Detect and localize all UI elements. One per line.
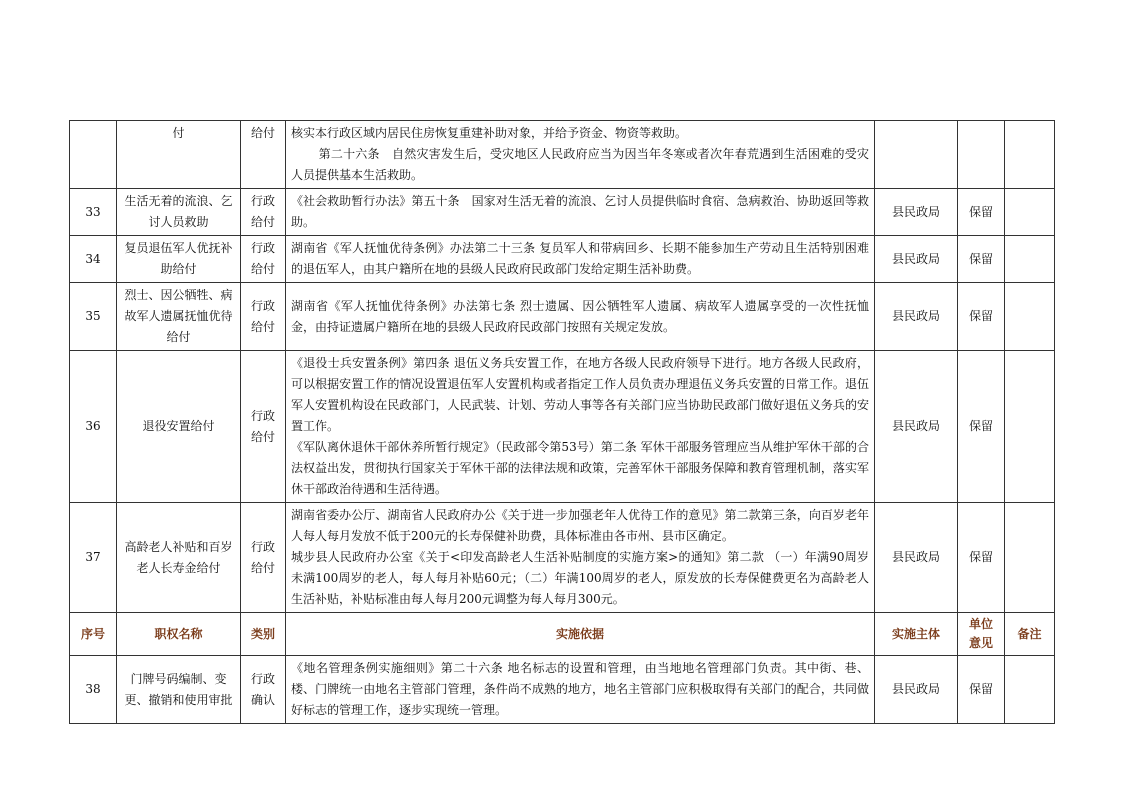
table-row [70,503,1055,613]
row-type-label: 行政给付 [250,241,275,276]
row-type-label: 行政给付 [250,298,275,334]
table-row [70,351,1055,503]
row-type [241,236,286,283]
row-no: 37 [70,503,117,613]
basis-paragraph: 湖南省委办公厅、湖南省人民政府办公《关于进一步加强老年人优待工作的意见》第二款第三条，向百岁老年人每人每月发放不低于200元的长寿保健补助费，具体标准由各市州、县市区确定。 [291,508,869,543]
row-type [241,656,286,724]
row-no: 35 [70,283,117,351]
row-basis [286,236,875,283]
row-type [241,189,286,236]
authority-table [69,120,1055,724]
basis-paragraph: 《退役士兵安置条例》第四条 退伍义务兵安置工作，在地方各级人民政府领导下进行。地方各级人民政府，可以根据安置工作的情况设置退伍军人安置机构或者指定工作人员负责办理退伍义务兵安置的日常工作。退伍军人安置机构设在民政部门，人民武装、计划、劳动人事等各有关部门应当协助民政部门做好退伍义务兵的安置工作。 [291,356,869,433]
row-type-label: 给付 [250,126,275,140]
header-name: 职权名称 [117,613,241,656]
row-type [241,351,286,503]
table-row [70,236,1055,283]
header-opinion: 单位意见 [958,613,1005,656]
row-remark [1005,189,1055,236]
row-no: 38 [70,656,117,724]
row-subject: 县民政局 [875,656,958,724]
basis-paragraph: 城步县人民政府办公室《关于<印发高龄老人生活补贴制度的实施方案>的通知》第二款 （一）年满90周岁未满100周岁的老人，每人每月补贴60元；（二）年满100周岁的老人，原发放的长寿保健费更名为高龄老人生活补贴，补贴标准由每人每月200元调整为每人每月300元。 [291,550,869,606]
table-row [70,189,1055,236]
header-subject: 实施主体 [875,613,958,656]
header-basis: 实施依据 [286,613,875,656]
row-remark [1005,236,1055,283]
basis-paragraph: 第二十六条 自然灾害发生后，受灾地区人民政府应当为因当年冬寒或者次年春荒遇到生活困难的受灾人员提供基本生活救助。 [291,147,869,182]
row-opinion: 保留 [958,656,1005,724]
row-subject: 县民政局 [875,283,958,351]
row-name: 门牌号码编制、变更、撤销和使用审批 [117,656,241,724]
row-remark [1005,656,1055,724]
basis-paragraph: 湖南省《军人抚恤优待条例》办法第二十三条 复员军人和带病回乡、长期不能参加生产劳动且生活特别困难的退伍军人，由其户籍所在地的县级人民政府民政部门发给定期生活补助费。 [291,241,869,276]
row-opinion: 保留 [958,189,1005,236]
row-no [70,121,117,189]
row-subject [875,121,958,189]
row-subject: 县民政局 [875,503,958,613]
row-name: 生活无着的流浪、乞讨人员救助 [117,189,241,236]
row-remark [1005,283,1055,351]
row-basis [286,189,875,236]
row-subject: 县民政局 [875,189,958,236]
row-no: 33 [70,189,117,236]
table-row [70,283,1055,351]
row-opinion: 保留 [958,283,1005,351]
row-no: 34 [70,236,117,283]
row-basis [286,656,875,724]
row-type [241,503,286,613]
row-remark [1005,503,1055,613]
basis-paragraph: 湖南省《军人抚恤优待条例》办法第七条 烈士遗属、因公牺牲军人遗属、病故军人遗属享受的一次性抚恤金，由持证遗属户籍所在地的县级人民政府民政部门按照有关规定发放。 [291,298,869,334]
row-remark [1005,351,1055,503]
row-basis [286,283,875,351]
row-opinion: 保留 [958,503,1005,613]
row-opinion: 保留 [958,236,1005,283]
header-no: 序号 [70,613,117,656]
row-basis [286,121,875,189]
row-type-label: 行政给付 [250,408,275,444]
row-name: 烈士、因公牺牲、病故军人遗属抚恤优待给付 [117,283,241,351]
table-row [70,121,1055,189]
basis-paragraph: 《地名管理条例实施细则》第二十六条 地名标志的设置和管理，由当地地名管理部门负责。其中街、巷、楼、门牌统一由地名主管部门管理，条件尚不成熟的地方，地名主管部门应积极取得有关部门的配合，共同做好标志的管理工作，逐步实现统一管理。 [291,661,869,717]
basis-paragraph: 核实本行政区域内居民住房恢复重建补助对象，并给予资金、物资等救助。 [291,126,688,140]
row-remark [1005,121,1055,189]
row-name: 复员退伍军人优抚补助给付 [117,236,241,283]
row-basis [286,351,875,503]
basis-paragraph: 《社会救助暂行办法》第五十条 国家对生活无着的流浪、乞讨人员提供临时食宿、急病救治、协助返回等救助。 [291,194,869,229]
row-type [241,121,286,189]
row-name: 高龄老人补贴和百岁老人长寿金给付 [117,503,241,613]
row-type [241,283,286,351]
row-type-label: 行政给付 [250,194,275,229]
row-no: 36 [70,351,117,503]
row-name: 付 [117,121,241,189]
row-basis [286,503,875,613]
row-opinion: 保留 [958,351,1005,503]
row-opinion [958,121,1005,189]
row-type-label: 行政确认 [250,671,275,707]
row-subject: 县民政局 [875,236,958,283]
row-type-label: 行政给付 [250,539,275,575]
row-subject: 县民政局 [875,351,958,503]
row-name: 退役安置给付 [117,351,241,503]
header-type: 类别 [241,613,286,656]
basis-paragraph: 《军队离休退休干部休养所暂行规定》（民政部令第53号）第二条 军休干部服务管理应当从维护军休干部的合法权益出发，贯彻执行国家关于军休干部的法律法规和政策，完善军休干部服务保障和教育管理机制，落实军休干部政治待遇和生活待遇。 [291,440,869,496]
table-row [70,656,1055,724]
header-remark: 备注 [1005,613,1055,656]
header-row [70,613,1055,656]
